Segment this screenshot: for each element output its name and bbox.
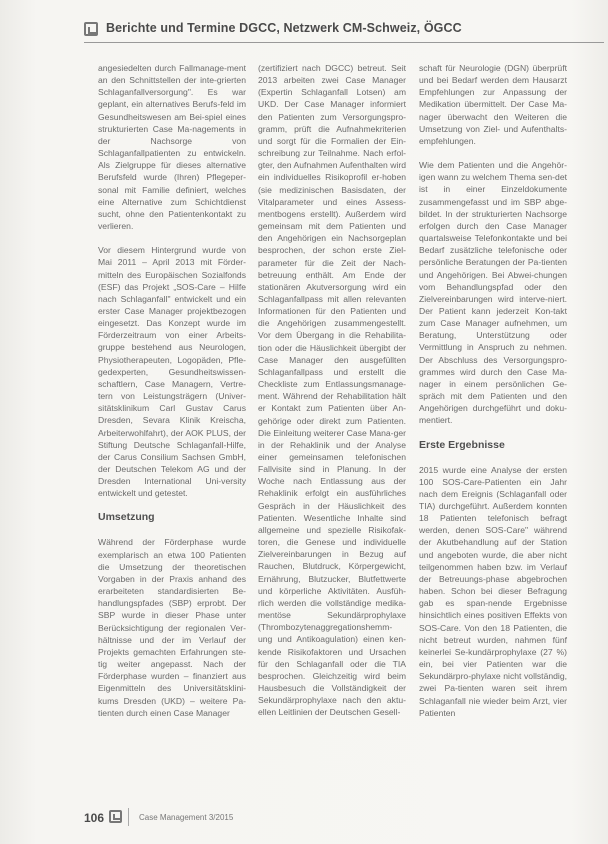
text-column-2 [258, 62, 406, 730]
journal-name: Case Management 3/2015 [139, 813, 234, 822]
body-paragraph: angesiedelten durch Fallmanage-ment an den Schnittstellen der inte-grierten Schlaganfallversorgung". Es war geplant, ein alternatives Berufs-feld im Gesundheitswesen am Bei-spiel eines strukturierten Case Ma-nagements in der Nachsorge von Schlaganfallpatienten zu entwickeln. Als Zielgruppe für dieses alternative Berufsfeld wurde (Ihren) Pflegeper-sonal mit Familie definiert, welches eine Alternative zum Schichtdienst sucht, ohne den Patientenkontakt zu verlieren. [98, 63, 246, 232]
body-paragraph: Vor diesem Hintergrund wurde von Mai 2011 – April 2013 mit Förder-mitteln des Europäischen Sozialfonds (ESF) das Projekt „SOS-Care – Hilfe nach Schlaganfall" entwickelt und ein erster Case Manager projektbezogen eingesetzt. Das Konzept wurde im Förderzeitraum von einer Arbeits-gruppe bestehend aus Neurologen, Physiotherapeuten, Logopäden, Pfle-gedexperten, Gesundheitswissen-schaftlern, Case Managern, Vertre-tern von Leistungsträgern (Univer-sitätsklinikum Carl Gustav Carus Dresden, Sevara Klinik Kreischa, Arbeiterwohlfahrt), der AOK PLUS, der Stiftung Deutsche Schlaganfall-Hilfe, der Carus Consilium Sachsen GmbH, der Deutschen Telekom AG und der Dresden International Uni-versity entwickelt und getestet. [98, 245, 246, 499]
body-paragraph: Während der Förderphase wurde exemplarisch an etwa 100 Patienten die Umsetzung der theoretischen Vorgaben in der Praxis anhand des erarbeiteten standardisierten Be-handlungspfades (SBP) erprobt. Der SBP wurde in dieser Phase unter Berücksichtigung der regionalen Ver-hältnisse und der im Verlauf der Projekts gemachten Erfahrungen ste-tig weiter angepasst. Nach der Förderphase wurden – finanziert aus Eigenmitteln des Universitätsklini-kums Dresden (UKD) – weitere Pa-tienten durch einen Case Manager [98, 537, 246, 718]
text-column-3 [419, 62, 567, 731]
body-paragraph: schaft für Neurologie (DGN) überprüft und bei Bedarf werden dem Hausarzt Empfehlungen zur Anpassung der Medikation übermittelt. Der Case Ma-nager überwacht den Weiteren die Umsetzung von Ziel- und Aufenthalts-empfehlungen. [419, 63, 567, 146]
body-paragraph: (zertifiziert nach DGCC) betreut. Seit 2013 arbeiten zwei Case Manager (Expertin Schlaganfall Lotsen) am UKD. Der Case Manager informiert den Patienten zum Versorgungspro-gramm, prüft die Aufnahmekriterien und sorgt für die Formalien der Ein-schreibung zur Teilnahme. Nach erfol-gter, den Aufnahmen Aufenthalten wird ein individuelles Risikoprofil er-hoben (sie medizinischen Basisdaten, der Vitalparameter und eines Assess-mentbogens erstellt). Außerdem wird gemeinsam mit dem Patienten und den Angehörigen ein Nachsorgeplan besprochen, der schon erste Ziel-parameter für die Zeit der Nach-betreuung enthält. Am Ende der stationären Akutversorgung wird ein Schlaganfallpass mit allen relevanten Informationen für den Patienten und die Angehörigen zusammengestellt. Vor dem Übergang in die Rehabilita-tion oder die Häuslichkeit übergibt der Case Manager den ausgefüllten Schlaganfallpass und erstellt die Checkliste zum Entlassungsmanage-ment. Während der Rehabilitation hält er Kontakt zum Patienten über An-gehörige oder direkt zum Patienten. Die Einleitung weiterer Case Mana-ger in der Rehaklinik und der Analyse einer gemeinsamen telefonischen Fallvisite sind in Planung. In der Woche nach Entlassung aus der Rehaklinik erfolgt ein ausführliches Gespräch in der Häuslichkeit des Patienten. Wesentliche Inhalte sind allgemeine und spezielle Risikofak-toren, die Genese und individuelle Zielvereinbarungen in Bezug auf Rauchen, Blutdruck, Körpergewicht, Ernährung, Blutzucker, Blutfettwerte und körperliche Aktivitäten. Ausfüh-rlich werden die vollständige medika-mentöse Sekundärprophylaxe (Thrombozytenaggregationshemm-ung und Antikoagulation) einen ken-kende Risikofaktoren und Ursachen für den Schlaganfall oder die TIA besprochen. Gleichzeitig wird beim Hausbesuch die Vollständigkeit der Sekundärprophylaxe nach den aktu-ellen Leitlinien der Deutschen Gesell- [258, 63, 406, 718]
section-heading: Umsetzung [98, 511, 155, 524]
checkbox-logo-icon [109, 810, 122, 823]
section-heading: Erste Ergebnisse [419, 438, 505, 451]
page-number: 106 [84, 811, 105, 825]
running-header [84, 20, 604, 42]
page-footer [84, 808, 584, 830]
text-column-1 [98, 62, 246, 731]
body-paragraph: Wie dem Patienten und die Angehör-igen wann zu welchem Thema sen-det ist in einer Einzeldokumente zusammengefasst und im SBP abge-bildet. In der strukturierten Nachsorge erfolgen durch den Case Manager quartalsweise Telefonkontakte und bei Bedarf zusätzliche telefonische oder persönliche Beratungen der Pa-tienten und Angehörigen. Bei Abwei-chungen vom Behandlungspfad oder den Zielvereinbarungen wird interve-niert. Der Patient kann jederzeit Kon-takt zum Case Manager aufnehmen, um Beratung, Unterstützung oder Vermittlung in Anspruch zu nehmen. Der Abschluss des Versorgungspro-grammes wird durch den Case Ma-nager in einem persönlichen Ge-spräch mit dem Patienten und den Angehörigen durchgeführt und doku-mentiert. [419, 160, 567, 426]
footer-divider [128, 808, 129, 826]
header-divider [84, 42, 604, 43]
body-paragraph: 2015 wurde eine Analyse der ersten 100 SOS-Care-Patienten ein Jahr nach dem Ereignis (Schlaganfall oder TIA) durchgeführt. Außerdem konnten 18 Patienten telefonisch befragt werden, denen SOS-Care" während der Akutbehandlung auf der Station und angeboten wurde, die aber nicht teilgenommen haben bzw. im Verlauf der Betreuungs-phase abgebrochen haben. Schon bei dieser Befragung gab es span-nende Ergebnisse hinsichtlich eines positiven Effekts von SOS-Care. Von den 18 Patienten, die nicht betreut wurden, nahmen fünf keinerlei Se-kundärprophylaxe (27 %) ein, bei vier Patienten war die Sekundärpro-phylaxe nicht vollständig, zwei Pa-tienten waren seit ihrem Schlaganfall nie wieder beim Arzt, vier Patienten [419, 464, 567, 718]
checkbox-logo-icon [84, 22, 98, 36]
header-title: Berichte und Termine DGCC, Netzwerk CM-Schweiz, ÖGCC [106, 21, 462, 35]
